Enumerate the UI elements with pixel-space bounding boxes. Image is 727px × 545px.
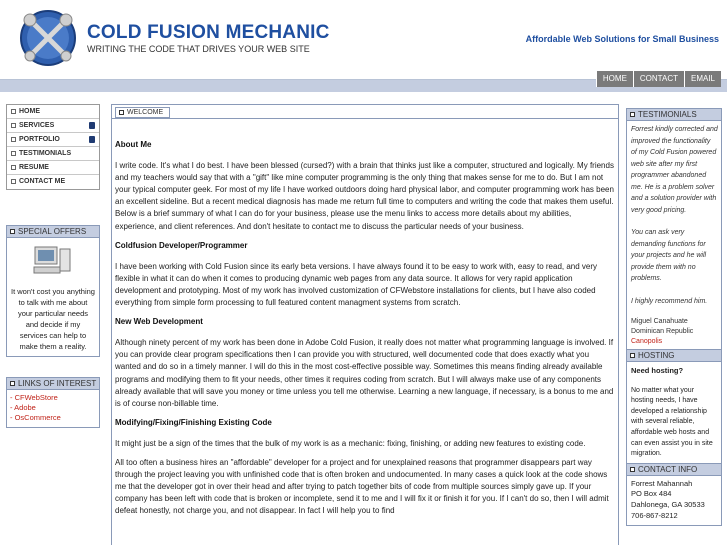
submenu-arrow-icon	[89, 122, 95, 129]
hosting-text: No matter what your hosting needs, I have developed a relationship with several reliable, affordable web hosts and can even assist you in site migration.	[631, 386, 713, 458]
main-content	[111, 104, 619, 545]
special-offers-box	[6, 225, 100, 357]
header-slogan: Affordable Web Solutions for Small Business	[525, 34, 719, 44]
section-heading: Coldfusion Developer/Programmer	[115, 240, 248, 250]
section-heading: Modifying/Fixing/Finishing Existing Code	[115, 417, 272, 427]
main-header	[112, 105, 618, 119]
bullet-icon	[11, 123, 16, 128]
section-paragraph: I have been working with Cold Fusion since its early beta versions. I have always found it to be easy to work with, easy to read, and very flexible in what it can do when it comes to producing dynamic web pages from any data source. It allows for very rapid application development and prototyping. Most of my work has involved customization of CFWebstore installations for clients, but I have also coded everything from simple form processing to full featured content managment systems from scratch.	[115, 261, 598, 308]
sidebar-item-portfolio[interactable]: PORTFOLIO	[7, 133, 99, 147]
topnav-email[interactable]: EMAIL	[684, 71, 721, 87]
contact-city: Dahlonega, GA 30533	[631, 500, 705, 510]
submenu-arrow-icon	[89, 136, 95, 143]
section-heading: About Me	[115, 140, 152, 149]
computer-icon	[33, 245, 73, 277]
article-body	[112, 119, 618, 517]
testimonial-quote: You can ask very demanding functions for your projects and he will provide them with no problems.	[631, 229, 707, 282]
section-heading: New Web Development	[115, 317, 203, 327]
box-bullet-icon	[10, 229, 15, 234]
site-header	[0, 0, 727, 80]
contact-name: Forrest Mahannah	[631, 478, 693, 488]
box-bullet-icon	[630, 112, 635, 117]
topnav-contact[interactable]: CONTACT	[633, 71, 684, 87]
sidebar-menu	[6, 104, 100, 190]
links-title: LINKS OF INTEREST	[7, 378, 99, 390]
box-bullet-icon	[630, 467, 635, 472]
link-adobe[interactable]: - Adobe	[10, 403, 36, 412]
section-paragraph: All too often a business hires an "affordable" developer for a project and for unexplained reasons that programmer disappears part way through the project leaving you with unfinished code that is often broken and undocumented. In many cases a quick look at the code shows me that the developer got in over their head and after trying to patch together bits of code from multiple sources simply gave up. If your company has been left with code that is broken or incomplete, send it to me and I will fix it or finish it for you. If I can't do so, then I will admit defeat honestly, not charge you, and not disappear. In fact I will help you to find	[115, 457, 609, 516]
site-tagline: WRITING THE CODE THAT DRIVES YOUR WEB SITE	[87, 44, 310, 54]
wrench-logo-icon[interactable]	[18, 8, 78, 68]
sidebar-item-contact-me[interactable]: CONTACT ME	[7, 175, 99, 189]
testimonial-quote: I highly recommend him.	[631, 297, 708, 305]
testimonial-signature: Miguel Canahuate Dominican Republic Canopolis	[631, 317, 718, 347]
hosting-title: HOSTING	[627, 350, 721, 362]
testimonial-site-link[interactable]: Canopolis	[631, 338, 663, 345]
sidebar-item-testimonials[interactable]: TESTIMONIALS	[7, 147, 99, 161]
topnav-home[interactable]: HOME	[596, 71, 633, 87]
tab-welcome[interactable]: WELCOME	[115, 107, 170, 118]
sidebar-item-home[interactable]: HOME	[7, 105, 99, 119]
link-cfwebstore[interactable]: - CFWebStore	[10, 393, 58, 402]
testimonials-box	[626, 108, 722, 350]
bullet-icon	[11, 165, 16, 170]
section-paragraph: It might just be a sign of the times that the bulk of my work is as a mechanic: fixing, finishing, or adding new features to existing code.	[115, 438, 586, 448]
box-bullet-icon	[630, 353, 635, 358]
bullet-icon	[11, 151, 16, 156]
top-navigation	[596, 71, 721, 87]
hosting-box	[626, 349, 722, 464]
contact-pobox: PO Box 484	[631, 489, 672, 499]
link-oscommerce[interactable]: - OsCommerce	[10, 413, 61, 422]
sidebar-item-services[interactable]: SERVICES	[7, 119, 99, 133]
section-paragraph: I write code. It's what I do best. I have been blessed (cursed?) with a brain that thinks just like a computer, structured and logically. My friends and my teachers would say that with a "gift" like mine computer programming is the only thing that makes sense for me to do. But I am not your typical computer geek. For most of my life I have worked outdoors doing hard physical labor, and computer programming work has been an excellent sideline. But a recent medical diagnosis has made me return full time to computers and writing the code that makes them useful. Below is a brief summary of what I can do for your business, please use the menu links to access more details about my abilities, experience, and client references. And don't hesitate to contact me to discuss the particular needs of your business.	[115, 161, 614, 231]
contact-title: CONTACT INFO	[627, 464, 721, 476]
sidebar-item-resume[interactable]: RESUME	[7, 161, 99, 175]
special-offers-title: SPECIAL OFFERS	[7, 226, 99, 238]
bullet-icon	[11, 109, 16, 114]
bullet-icon	[11, 137, 16, 142]
left-sidebar	[6, 104, 100, 428]
right-sidebar	[626, 108, 722, 526]
testimonials-title: TESTIMONIALS	[627, 109, 721, 121]
box-bullet-icon	[10, 381, 15, 386]
special-offers-text: It won't cost you anything to talk with me about your particular needs and decide if my services can help to make them a reality.	[11, 287, 95, 351]
tab-bullet-icon	[119, 110, 124, 115]
links-box	[6, 377, 100, 428]
site-title: COLD FUSION MECHANIC	[87, 22, 330, 43]
contact-box	[626, 463, 722, 526]
hosting-heading: Need hosting?	[631, 366, 684, 375]
contact-phone: 706-867-8212	[631, 510, 678, 520]
testimonial-quote: Forrest kindly corrected and improved the functionality of my Cold Fusion powered web site after my first programmer abandoned me. He is a problem solver and a solution provider with very good pricing.	[631, 126, 718, 214]
bullet-icon	[11, 179, 16, 184]
section-paragraph: Although ninety percent of my work has been done in Adobe Cold Fusion, it really does not matter what programming language is involved. If you can provide clear program specifications then I can provide you with structured, well documented code that does exactly what you wanted and do so in a timely manner. I will do this in the most cost-effective possible way. Sometimes this means finding already available programs and modifying them to fit your needs, other times it requires coding from scratch. But I will always make use of any components already available that will save you money or time unless you tell me otherwise. Learning a new language, if necessary, is a bonus to me and is of course non-billable time.	[115, 338, 614, 408]
